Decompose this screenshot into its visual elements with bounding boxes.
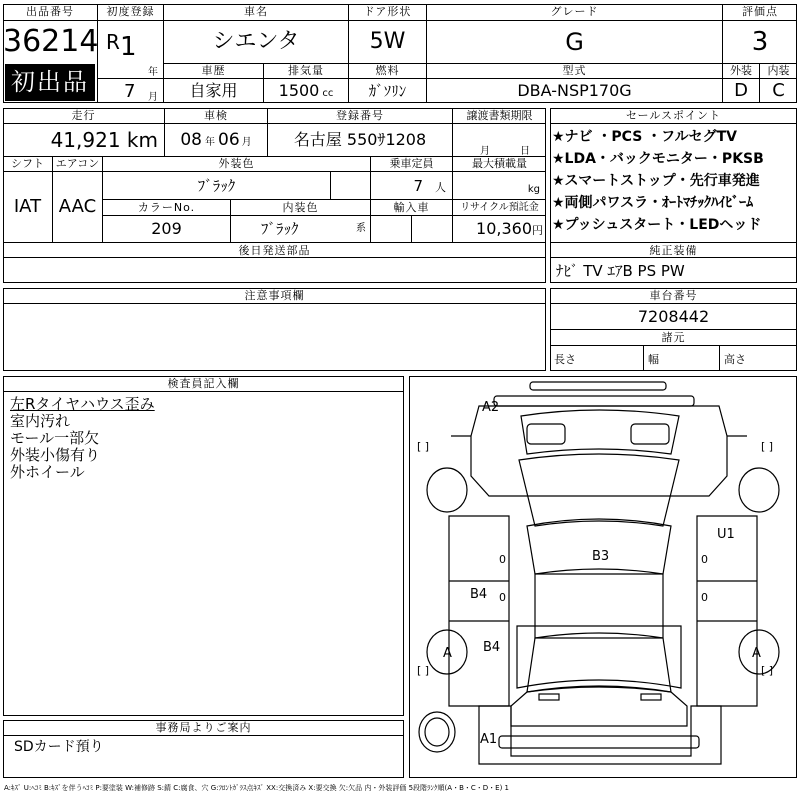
svg-text:0: 0 — [701, 591, 708, 604]
svg-text:0: 0 — [701, 553, 708, 566]
first-reg-year-unit: 年 — [148, 67, 158, 78]
car-name-value: シエンタ — [164, 21, 349, 63]
svg-text:0: 0 — [499, 553, 506, 566]
int-color-unit: 系 — [356, 223, 366, 234]
int-color-value: ﾌﾞﾗｯｸ — [261, 220, 299, 238]
max-load-unit: kg — [453, 172, 546, 200]
transfer-month-unit: 月 — [480, 146, 490, 157]
lot-number: 36214 — [3, 21, 98, 63]
inspection-cell — [165, 124, 268, 156]
int-color-label: 内装色 — [231, 200, 371, 216]
mileage-unit: km — [126, 128, 158, 152]
first-listing-badge: 初出品 — [5, 64, 95, 101]
recycle-label: リサイクル預託金 — [453, 200, 546, 216]
notes-label: 注意事項欄 — [3, 288, 546, 304]
damage-mark: B4 — [483, 640, 501, 655]
inspection-month-unit: 月 — [241, 137, 252, 148]
damage-mark: A — [752, 646, 761, 661]
first-reg-month: 7 — [124, 81, 136, 102]
aircon-label: エアコン — [53, 156, 103, 172]
car-name-label: 車名 — [164, 4, 349, 21]
capacity-label: 乗車定員 — [371, 156, 453, 172]
damage-mark: A2 — [482, 400, 500, 415]
capacity-unit: 人 — [435, 181, 446, 194]
history-value: 自家用 — [164, 79, 264, 103]
damage-mark: U1 — [717, 527, 735, 542]
recycle-cell — [453, 216, 546, 242]
color-no-label: カラーNo. — [103, 200, 231, 216]
lot-label: 出品番号 — [3, 4, 98, 21]
svg-text:[ ]: [ ] — [761, 440, 774, 453]
svg-text:[ ]: [ ] — [761, 664, 774, 677]
grade-value: G — [427, 21, 723, 63]
mileage-value: 41,921 — [50, 128, 121, 152]
aircon-value: AAC — [53, 172, 103, 242]
office-value: SDカード預り — [14, 739, 104, 755]
capacity-cell — [371, 172, 453, 200]
damage-mark: A — [443, 646, 452, 661]
damage-mark: A1 — [480, 732, 498, 747]
lot-divider — [3, 63, 98, 103]
shift-label: シフト — [3, 156, 53, 172]
equipment-value: ﾅﾋﾞ TV ｴｱB PS PW — [556, 262, 685, 280]
later-parts-label: 後日発送部品 — [3, 242, 546, 258]
chassis-label: 車台番号 — [550, 288, 797, 304]
specs-label: 諸元 — [550, 330, 797, 346]
spec-length: 長さ — [550, 346, 644, 371]
svg-text:0: 0 — [499, 591, 506, 604]
exterior-grade-value: D — [723, 79, 760, 103]
import-label: 輸入車 — [371, 200, 453, 216]
inspector-line: 外装小傷有り — [10, 446, 101, 464]
inspection-month: 06 — [218, 130, 240, 150]
displacement-unit: cc — [322, 88, 334, 99]
reg-number-value: 名古屋 550ｻ1208 — [268, 124, 453, 156]
first-reg-month-unit: 月 — [148, 92, 158, 103]
damage-mark: B3 — [592, 549, 610, 564]
ext-color-value: ﾌﾞﾗｯｸ — [103, 172, 331, 200]
ext-color-extra — [331, 172, 371, 200]
svg-text:[ ]: [ ] — [417, 440, 430, 453]
office-label: 事務局よりご案内 — [3, 720, 404, 736]
transfer-day-unit: 日 — [520, 146, 530, 157]
sales-item: ★両側パワスラ・ｵｰﾄﾏﾁｯｸﾊｲﾋﾞｰﾑ — [552, 195, 754, 211]
legend-text: A:ｷｽﾞ U:ﾍｺﾐ B:ｷｽﾞを伴うﾍｺﾐ P:要塗装 W:補修跡 S:錆 C:腐食、穴 G:ﾌﾛﾝﾄｶﾞﾗｽ点ｷｽﾞ XX:交換済み X:要交換 欠:欠品 内・外装評価 5段階ﾗﾝｸ順(A・B・C・D・E) 1 — [4, 784, 509, 792]
inspector-line: 左Rタイヤハウス歪み — [10, 395, 155, 413]
interior-grade-value: C — [772, 80, 785, 101]
sales-item: ★ナビ ・PCS ・フルセグTV — [552, 129, 738, 145]
inspection-year: 08 — [180, 130, 202, 150]
car-diagram — [409, 376, 797, 778]
sales-list — [552, 126, 796, 236]
shift-value: IAT — [3, 172, 53, 242]
import-divider — [371, 216, 412, 242]
int-color-cell — [231, 216, 371, 242]
model-label: 型式 — [427, 63, 723, 79]
exterior-grade-label: 外装 — [723, 63, 760, 79]
displacement-label: 排気量 — [264, 63, 349, 79]
inspection-year-unit: 年 — [205, 137, 215, 148]
chassis-value: 7208442 — [550, 304, 797, 330]
import-value — [412, 216, 453, 242]
inspection-label: 車検 — [165, 108, 268, 124]
inspector-line: 外ホイール — [10, 463, 85, 481]
sales-label: セールスポイント — [550, 108, 797, 124]
grade-label: グレード — [427, 4, 723, 21]
inspector-label: 検査員記入欄 — [3, 376, 404, 392]
reg-number-label: 登録番号 — [268, 108, 453, 124]
door-label: ドア形状 — [349, 4, 427, 21]
ext-color-label: 外装色 — [103, 156, 371, 172]
displacement-cell — [264, 79, 349, 103]
door-value: 5W — [349, 21, 427, 63]
displacement-value: 1500 — [278, 81, 320, 100]
score-value: 3 — [751, 27, 769, 57]
history-label: 車歴 — [164, 63, 264, 79]
mileage-cell — [3, 124, 165, 156]
max-load-label: 最大積載量 — [453, 156, 546, 172]
inspector-lines — [10, 396, 155, 481]
damage-mark: B4 — [470, 587, 488, 602]
transfer-label: 譲渡書類期限 — [453, 108, 546, 124]
equipment-label: 純正装備 — [550, 242, 797, 258]
spec-width: 幅 — [644, 346, 720, 371]
mileage-label: 走行 — [3, 108, 165, 124]
model-value: DBA-NSP170G — [427, 79, 723, 103]
inspector-line: モール一部欠 — [10, 429, 100, 447]
sales-item: ★LDA・バックモニター・PKSB — [552, 151, 764, 167]
spec-height: 高さ — [724, 353, 746, 366]
score-label: 評価点 — [723, 4, 797, 21]
first-reg-border — [98, 21, 164, 103]
recycle-unit: 円 — [532, 224, 543, 237]
recycle-value: 10,360 — [476, 219, 532, 238]
capacity-value: 7 — [413, 177, 423, 195]
svg-text:[ ]: [ ] — [417, 664, 430, 677]
sales-item: ★スマートストップ・先行車発進 — [552, 173, 760, 189]
inspector-line: 室内汚れ — [10, 412, 71, 430]
fuel-value: ｶﾞｿﾘﾝ — [349, 79, 427, 103]
first-reg-label: 初度登録 — [98, 4, 164, 21]
first-reg-era: R — [106, 30, 120, 54]
fuel-label: 燃料 — [349, 63, 427, 79]
first-reg-year: 1 — [120, 32, 137, 62]
sales-item: ★プッシュスタート・LEDヘッド — [552, 217, 762, 233]
interior-grade-label: 内装 — [760, 63, 797, 79]
color-no-value: 209 — [103, 216, 231, 242]
